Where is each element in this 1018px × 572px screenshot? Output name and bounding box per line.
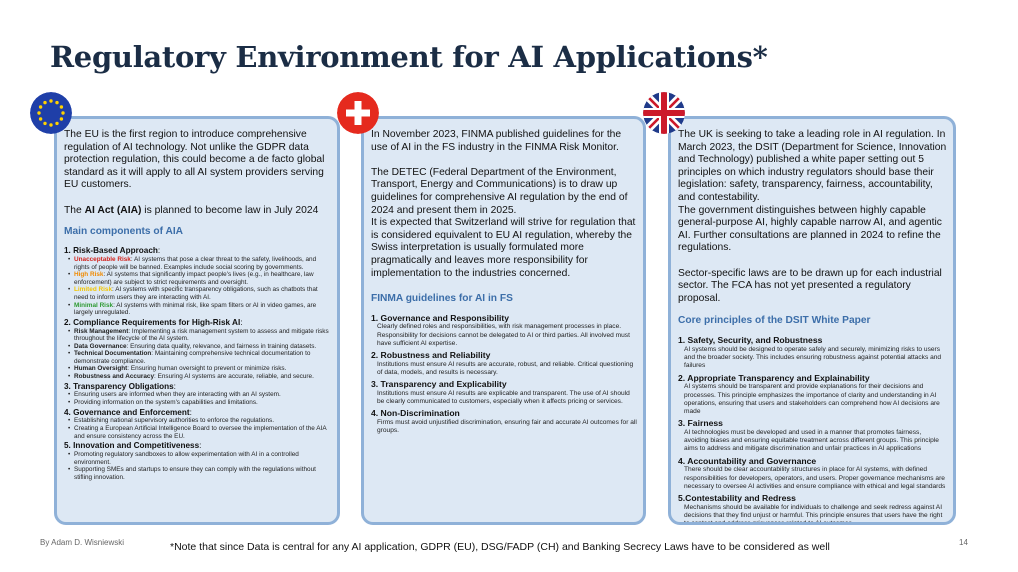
eu-panel [54, 116, 340, 525]
list-item: • Unacceptable Risk: AI systems that pose a clear threat to the safety, livelihoods, and rights of people will be banned. Examples include social scoring by governments. [68, 256, 331, 271]
list-item: • Data Governance: Ensuring data quality, relevance, and fairness in training datasets. [68, 343, 331, 351]
eu-risk-list [64, 256, 331, 317]
eu-section-title: 1. Risk-Based Approach: [64, 246, 161, 256]
uk-principles-heading: Core principles of the DSIT White Paper [678, 315, 871, 327]
eu-flag-icon [30, 92, 72, 134]
ch-item-text: Firms must avoid unjustified discrimination, ensuring fair and accurate AI outcomes for all groups. [377, 418, 637, 435]
uk-paragraph: The UK is seeking to take a leading role in AI regulation. In March 2023, the DSIT (Department for Science, Innovation and Technology) published a white paper setting out 5 principles on which industry regulators should base their legislation: safety, transparency, fairness, accountability, and contestability. [678, 129, 947, 203]
ch-guidelines-heading: FINMA guidelines for AI in FS [371, 292, 513, 304]
eu-section-title: 5. Innovation and Competitiveness: [64, 441, 202, 451]
eu-components-heading: Main components of AIA [64, 226, 184, 238]
eu-transparency-list [64, 391, 331, 406]
eu-section-title: 4. Governance and Enforcement: [64, 407, 192, 417]
ch-item-text: Clearly defined roles and responsibilities, with risk management processes in place. Responsibility for decisions cannot be delegated to AI or third parties. All involved must have sufficient AI expertise. [377, 323, 630, 347]
uk-paragraph: Sector-specific laws are to be drawn up for each industrial sector. The FCA has not yet presented a regulatory proposal. [678, 267, 942, 304]
author-credit: By Adam D. Wisniewski [40, 538, 125, 547]
list-item: • Establishing national supervisory authorities to enforce the regulations. [68, 417, 331, 425]
ch-paragraph: It is expected that Switzerland will strive for regulation that is considered equivalent to EU AI regulation, whereby the Swiss interpretation is usually formulated more pragmatically and leaves more responsibility for implementation to the industries concerned. [371, 217, 636, 279]
uk-item-text: AI systems should be transparent and provide explanations for their decisions and processes. This principle emphasizes the importance of clarity and understanding in AI operations, ensuring that users and stakeholders can comprehend how AI decisions are made [684, 383, 940, 416]
uk-flag-icon [643, 92, 685, 134]
ch-item-title: 4. Non-Discrimination [371, 408, 460, 419]
eu-section-title: 2. Compliance Requirements for High-Risk AI: [64, 317, 243, 327]
eu-governance-list [64, 417, 331, 440]
list-item: • Limited Risk: AI systems with specific transparency obligations, such as chatbots that need to inform users they are interacting with AI. [68, 286, 331, 301]
ch-item-title: 2. Robustness and Reliability [371, 350, 491, 361]
list-item: • High Risk: AI systems that significantly impact people's lives (e.g., in healthcare, law enforcement) are subject to strict requirements and oversight. [68, 271, 331, 286]
list-item: • Promoting regulatory sandboxes to allow experimentation with AI in a controlled environment. [68, 451, 331, 466]
swiss-flag-icon [337, 92, 379, 134]
eu-section-title: 3. Transparency Obligations: [64, 381, 176, 391]
ch-item-title: 3. Transparency and Explicability [371, 379, 507, 390]
eu-intro: The EU is the first region to introduce comprehensive regulation of AI technology. Not unlike the GDPR data protection regulation, this could become a de facto global standard as it will apply to all AI system providers serving EU customers. [64, 129, 325, 191]
list-item: • Human Oversight: Ensuring human oversight to prevent or minimize risks. [68, 365, 331, 373]
ch-item-text: Institutions must ensure AI results are explicable and transparent. The use of AI should be clearly communicated to customers, especially when it affects pricing or services. [377, 389, 630, 405]
eu-innovation-list [64, 451, 331, 481]
ch-item-text: Institutions must ensure AI results are accurate, robust, and reliable. Critical questioning of data, models, and results is necessary. [377, 360, 634, 376]
uk-item-title: 2. Appropriate Transparency and Explainability [678, 372, 870, 383]
uk-item-title: 3. Fairness [678, 418, 723, 429]
uk-item-title: 5.Contestability and Redress [678, 493, 796, 504]
page-number: 14 [959, 538, 968, 547]
list-item: • Supporting SMEs and startups to ensure they can comply with the regulations without stifling innovation. [68, 466, 331, 481]
uk-item-title: 4. Accountability and Governance [678, 455, 817, 466]
uk-item-text: There should be clear accountability structures in place for AI systems, with defined responsibilities for developers, operators, and users. Proper governance mechanisms are necessary to oversee AI activities and ensure compliance with ethical and legal standards [684, 466, 946, 490]
list-item: • Minimal Risk: AI systems with minimal risk, like spam filters or AI in video games, are largely unregulated. [68, 302, 331, 317]
uk-item-text: AI systems should be designed to operate safely and securely, minimizing risks to users and the broader society. This includes ensuring robustness against potential attacks and failures [684, 345, 942, 370]
uk-item-text: AI technologies must be developed and used in a manner that promotes fairness, avoiding biases and ensuring equitable treatment across different groups. This principle aims to address and mitigate discrimination and unfair practices in AI applications [684, 428, 939, 453]
list-item: • Risk Management: Implementing a risk management system to assess and mitigate risks throughout the lifecycle of the AI system. [68, 328, 331, 343]
ch-panel [361, 116, 646, 525]
uk-item-text: Mechanisms should be available for individuals to challenge and seek redress against AI decisions that they find unjust or harmful. This principle ensures that users have the right to contest and address grievances related to AI outcomes [684, 503, 943, 525]
list-item: • Providing information on the system's capabilities and limitations. [68, 399, 331, 407]
eu-act-line: The AI Act (AIA) is planned to become law in July 2024 [64, 204, 319, 216]
list-item: • Ensuring users are informed when they are interacting with an AI system. [68, 391, 331, 399]
uk-panel [668, 116, 956, 525]
page-title: Regulatory Environment for AI Applications* [50, 40, 768, 74]
list-item: • Technical Documentation: Maintaining comprehensive technical documentation to demonstrate compliance. [68, 350, 331, 365]
ch-item-title: 1. Governance and Responsibility [371, 312, 510, 323]
ch-paragraph: In November 2023, FINMA published guidelines for the use of AI in the FS industry in the FINMA Risk Monitor. [371, 129, 622, 153]
list-item: • Creating a European Artificial Intelligence Board to oversee the implementation of the AIA and ensure consistency across the EU. [68, 425, 331, 440]
list-item: • Robustness and Accuracy: Ensuring AI systems are accurate, reliable, and secure. [68, 373, 331, 381]
eu-compliance-list [64, 328, 331, 381]
ch-paragraph: The DETEC (Federal Department of the Environment, Transport, Energy and Communications) is to draw up guidelines for comprehensive AI regulation by the end of 2024 and present them in 2025. [371, 166, 628, 216]
footnote: *Note that since Data is central for any AI application, GDPR (EU), DSG/FADP (CH) and Banking Secrecy Laws have to be considered as well [170, 541, 830, 553]
uk-item-title: 1. Safety, Security, and Robustness [678, 335, 823, 346]
uk-paragraph: The government distinguishes between highly capable general-purpose AI, highly capable narrow AI, and agentic AI. Further consultations are planned in 2024 to refine the regulations. [678, 204, 942, 254]
